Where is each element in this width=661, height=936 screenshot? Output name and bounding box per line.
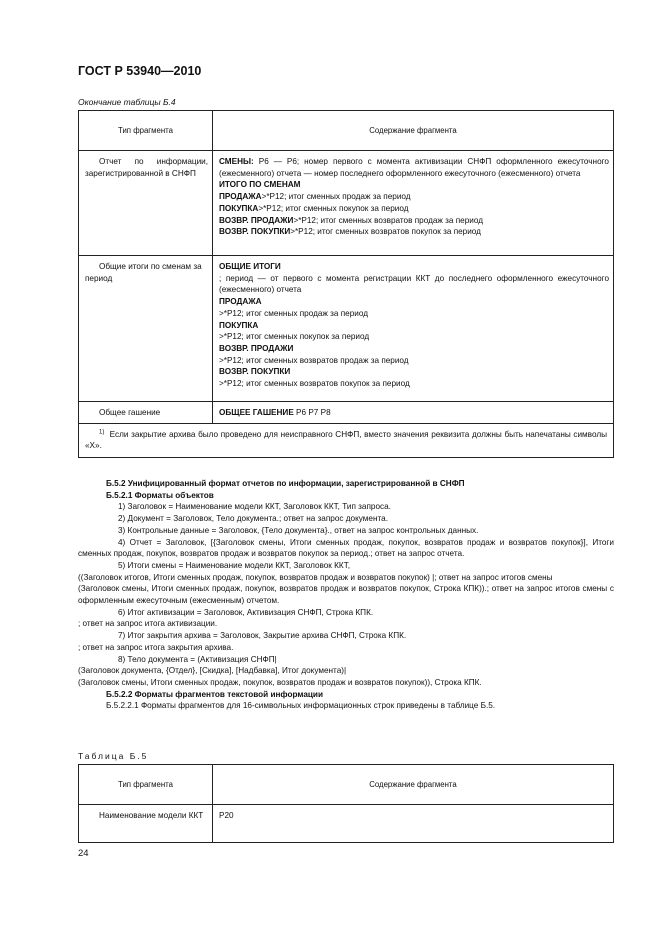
keyword: СМЕНЫ:	[219, 157, 254, 166]
format-line: ; ответ на запрос итога активизации.	[78, 619, 218, 629]
content-text: >*Р12; итог сменных покупок за период	[258, 203, 409, 213]
keyword: ВОЗВР. ПРОДАЖИ	[219, 215, 294, 225]
fragment-content	[213, 402, 614, 424]
content-line	[219, 215, 609, 227]
keyword: ОБЩИЕ ИТОГИ	[219, 262, 281, 271]
col-header-content: Содержание фрагмента	[213, 111, 614, 151]
footnote-text: Если закрытие архива было проведено для неисправного СНФП, вместо значения реквизита должны быть напечатаны символы «X».	[85, 429, 607, 451]
table-row	[79, 256, 614, 402]
list-item: 3) Контрольные данные = Заголовок, {Тело документа}., ответ на запрос контрольных данных.	[118, 525, 479, 535]
format-line: ; ответ на запрос итога закрытия архива.	[78, 642, 234, 652]
content-text: >*Р12; итог сменных продаж за период	[261, 192, 411, 202]
fragment-type: Отчет по информации, зарегистрированной в СНФП	[85, 157, 208, 178]
table-row	[79, 151, 614, 256]
content-line	[219, 308, 609, 320]
col-header-content: Содержание фрагмента	[213, 765, 614, 805]
keyword: ПРОДАЖА	[219, 192, 262, 202]
keyword: ПРОДАЖА	[219, 297, 262, 307]
subsection-heading: Б.5.2.2 Форматы фрагментов текстовой информации	[106, 689, 323, 699]
table-footnote	[79, 423, 614, 457]
keyword: ВОЗВР. ПОКУПКИ	[219, 227, 291, 237]
fragment-type: Наименование модели ККТ	[99, 811, 204, 820]
table-b4	[78, 110, 614, 458]
content-text: >*Р12; итог сменных покупок за период	[219, 332, 370, 342]
content-text: >*Р12; итог сменных возвратов продаж за период	[293, 215, 484, 225]
keyword: ВОЗВР. ПОКУПКИ	[219, 367, 291, 377]
paragraph: Б.5.2.2.1 Форматы фрагментов для 16-символьных информационных строк приведены в таблице Б.5.	[106, 701, 496, 711]
content-line	[219, 296, 609, 308]
content-text: >*Р12; итог сменных продаж за период	[219, 308, 368, 318]
content-line	[219, 378, 609, 390]
table-caption: Таблица Б.5	[78, 751, 149, 761]
format-line: ((Заголовок итогов, Итоги сменных продаж, покупок, возвратов продаж и возвратов покупок) |; ответ на запрос итогов смены	[78, 572, 553, 582]
subsection-heading: Б.5.2.1 Форматы объектов	[106, 490, 214, 500]
format-line: (Заголовок смены, Итоги сменных продаж, покупок, возвратов продаж и возвратов покупок)), Строка КПК.	[78, 677, 482, 687]
footnote-mark: 1)	[99, 428, 105, 435]
content-text: >*Р12; итог сменных возвратов продаж за период	[219, 355, 409, 365]
table-row	[79, 423, 614, 457]
content-line	[219, 273, 609, 296]
list-item: 4) Отчет = Заголовок, [{Заголовок смены, Итоги сменных продаж, покупок, возвратов продаж и возвратов покупок}], Итоги сменных продаж, покупок, возвратов продаж и возвратов покупок за период.; ответ на запрос отчета.	[78, 537, 614, 559]
content-line	[219, 407, 609, 419]
fragment-content	[213, 151, 614, 256]
format-line: (Заголовок смены, Итоги сменных продаж, покупок, возвратов продаж и возвратов покупок, Строка КПК)).; ответ на запрос итогов смены с оформленным ежесуточным (ежесменным) отчетом.	[78, 584, 614, 606]
content-line	[219, 320, 609, 332]
keyword: ПОКУПКА	[219, 203, 259, 213]
keyword: ПОКУПКА	[219, 320, 259, 330]
fragment-type: Общее гашение	[99, 408, 161, 417]
fragment-type: Общие итоги по сменам за период	[85, 262, 202, 283]
content-text: Р6 Р7 Р8	[293, 408, 331, 417]
content-line	[219, 331, 609, 343]
content-line	[219, 343, 609, 355]
content-line	[219, 366, 609, 378]
list-item: 2) Документ = Заголовок, Тело документа.; ответ на запрос документа.	[118, 514, 388, 524]
table-row	[79, 402, 614, 424]
content-text: >*Р12; итог сменных возвратов покупок за период	[290, 227, 481, 237]
fragment-content	[213, 256, 614, 402]
list-item: 6) Итог активизации = Заголовок, Активизация СНФП, Строка КПК.	[118, 607, 374, 617]
table-row	[79, 805, 614, 843]
content-line	[219, 203, 609, 215]
content-line	[219, 191, 609, 203]
keyword: ОБЩЕЕ ГАШЕНИЕ	[219, 408, 294, 417]
content-text: Р6 — Р6; номер первого с момента активизации СНФП оформленного ежесуточного (ежесменного) отчета — номер последнего оформленного ежесуточного (ежесменного) отчета	[219, 157, 609, 178]
content-text: >*Р12; итог сменных возвратов покупок за период	[219, 379, 410, 389]
section-heading: Б.5.2 Унифицированный формат отчетов по информации, зарегистрированной в СНФП	[106, 479, 465, 488]
fragment-content: Р20	[213, 805, 614, 843]
list-item: 1) Заголовок = Наименование модели ККТ, Заголовок ККТ, Тип запроса.	[118, 502, 391, 512]
content-text: ; период — от первого с момента регистрации ККТ до последнего оформленного ежесуточного (ежесменного) отчета	[219, 273, 609, 295]
content-line	[219, 179, 609, 191]
col-header-type: Тип фрагмента	[79, 765, 213, 805]
section-b52	[78, 478, 614, 712]
page-number: 24	[78, 848, 89, 859]
table-b5	[78, 764, 614, 843]
content-line	[219, 226, 609, 238]
format-line: (Заголовок документа, {Отдел}, [Скидка], [Надбавка], Итог документа)|	[78, 666, 347, 676]
table-caption: Окончание таблицы Б.4	[78, 97, 176, 107]
col-header-type: Тип фрагмента	[79, 111, 213, 151]
list-item: 5) Итоги смены = Наименование модели ККТ, Заголовок ККТ,	[118, 560, 351, 570]
document-header: ГОСТ Р 53940—2010	[78, 64, 202, 78]
list-item: 7) Итог закрытия архива = Заголовок, Закрытие архива СНФП, Строка КПК.	[118, 631, 407, 641]
keyword: ИТОГО ПО СМЕНАМ	[219, 180, 301, 190]
content-line	[219, 355, 609, 367]
keyword: ВОЗВР. ПРОДАЖИ	[219, 343, 294, 353]
content-line	[219, 261, 609, 273]
list-item: 8) Тело документа = (Активизация СНФП|	[118, 654, 277, 664]
content-line	[219, 156, 609, 179]
